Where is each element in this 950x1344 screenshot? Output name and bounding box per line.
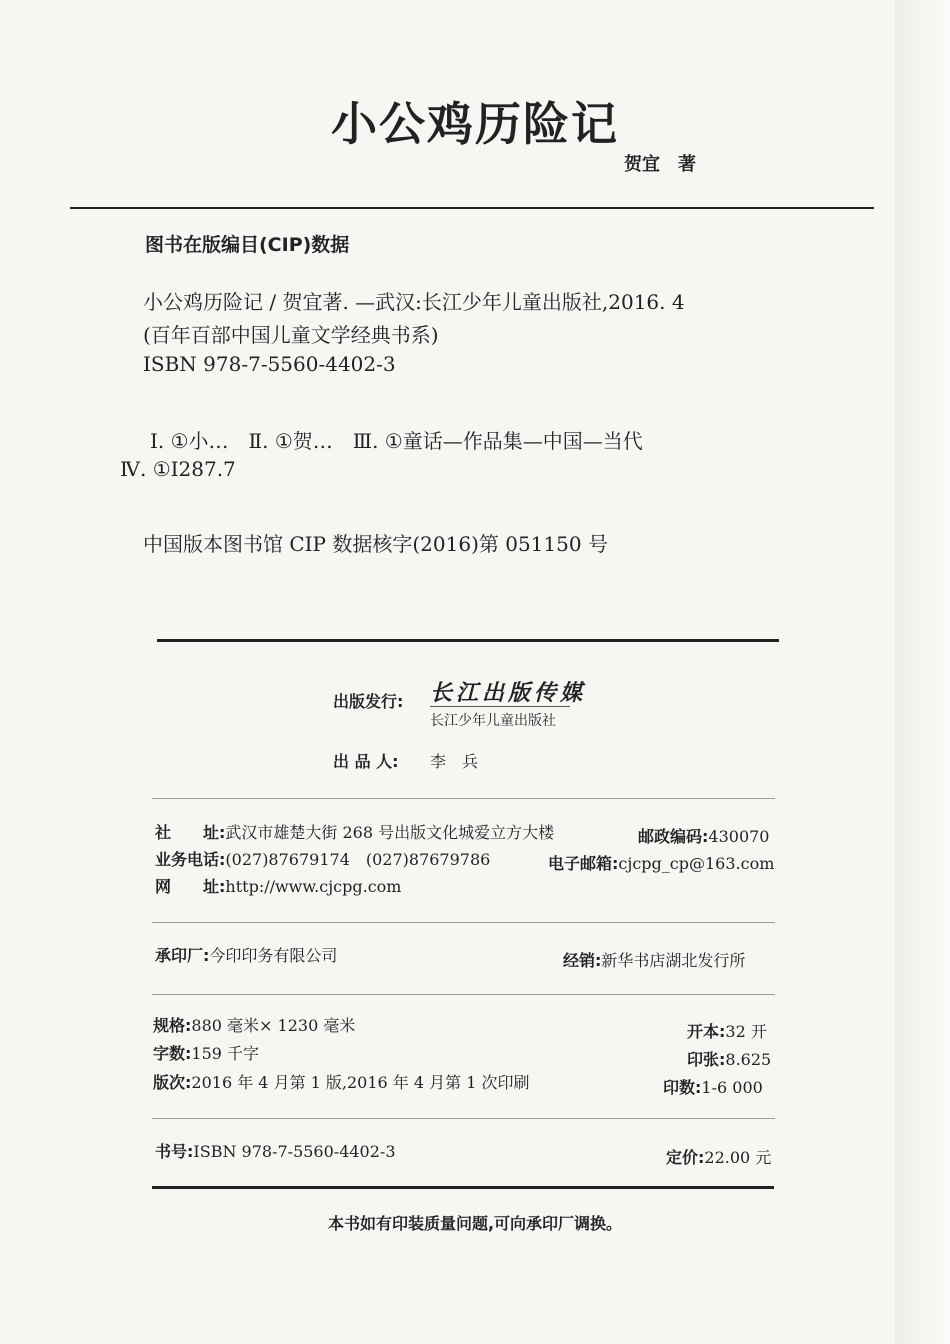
cip-line-title: 小公鸡历险记 / 贺宜著. —武汉:长江少年儿童出版社,2016. 4: [143, 290, 685, 314]
isbn-label: 书号:: [155, 1142, 194, 1161]
bottom-rule: [152, 1186, 774, 1189]
cip-line-series: (百年百部中国儿童文学经典书系): [143, 323, 439, 347]
price-value: 22.00 元: [704, 1148, 772, 1167]
website-value: http://www.cjcpg.com: [225, 877, 402, 896]
email-label: 电子邮箱:: [548, 854, 619, 873]
address-label: 社 址:: [155, 823, 226, 842]
producer-label: 出 品 人:: [333, 752, 399, 771]
edition-row: [153, 1070, 530, 1093]
cip-line-isbn: ISBN 978-7-5560-4402-3: [143, 352, 396, 376]
top-rule: [70, 207, 874, 209]
book-size-value: 32 开: [725, 1022, 767, 1041]
sheets-label: 印张:: [687, 1050, 726, 1069]
phone-label: 业务电话:: [155, 850, 226, 869]
printer-value: 今印印务有限公司: [209, 946, 338, 965]
price-row: [666, 1145, 771, 1168]
format-row: [153, 1013, 355, 1036]
publisher-name: 长江少年儿童出版社: [430, 713, 556, 729]
format-value: 880 毫米× 1230 毫米: [191, 1016, 356, 1035]
brand-underline: [430, 706, 570, 707]
publisher-section-rule: [157, 639, 779, 642]
printer-row: [155, 943, 337, 966]
word-count-row: [153, 1041, 259, 1064]
distributor-row: [563, 948, 745, 971]
word-count-label: 字数:: [153, 1044, 192, 1063]
cip-line-classification: Ⅰ. ①小… Ⅱ. ①贺… Ⅲ. ①童话—作品集—中国—当代: [150, 429, 643, 453]
print-run-value: 1-6 000: [701, 1078, 763, 1097]
cip-line-record-number: 中国版本图书馆 CIP 数据核字(2016)第 051150 号: [143, 532, 608, 556]
book-author: 贺宜 著: [624, 154, 696, 175]
postcode-label: 邮政编码:: [638, 827, 709, 846]
distributor-label: 经销:: [563, 951, 602, 970]
email-row: [548, 851, 774, 874]
cip-heading: 图书在版编目(CIP)数据: [145, 234, 350, 256]
publisher-brand-logo: 长江出版传媒: [430, 680, 587, 706]
address-value: 武汉市雄楚大街 268 号出版文化城爱立方大楼: [225, 823, 555, 842]
address-row: [155, 820, 554, 843]
word-count-value: 159 千字: [191, 1044, 260, 1063]
postcode-value: 430070: [708, 827, 770, 846]
postcode-row: [638, 824, 769, 847]
print-run-row: [663, 1075, 763, 1098]
page-edge-shadow: [895, 0, 950, 1344]
divider: [152, 1118, 775, 1119]
website-label: 网 址:: [155, 877, 226, 896]
book-size-row: [687, 1019, 767, 1042]
sheets-row: [687, 1047, 771, 1070]
divider: [152, 798, 775, 799]
producer-name: 李 兵: [430, 752, 479, 771]
price-label: 定价:: [666, 1148, 705, 1167]
printer-label: 承印厂:: [155, 946, 210, 965]
sheets-value: 8.625: [725, 1050, 772, 1069]
print-run-label: 印数:: [663, 1078, 702, 1097]
edition-value: 2016 年 4 月第 1 版,2016 年 4 月第 1 次印刷: [191, 1073, 530, 1092]
isbn-row: [155, 1139, 396, 1162]
website-row: [155, 874, 401, 897]
book-title: 小公鸡历险记: [331, 97, 619, 151]
publisher-label: 出版发行:: [333, 692, 404, 711]
email-value: cjcpg_cp@163.com: [618, 854, 775, 873]
divider: [152, 994, 775, 995]
edition-label: 版次:: [153, 1073, 192, 1092]
book-size-label: 开本:: [687, 1022, 726, 1041]
format-label: 规格:: [153, 1016, 192, 1035]
phone-row: [155, 847, 490, 870]
distributor-value: 新华书店湖北发行所: [601, 951, 746, 970]
isbn-value: ISBN 978-7-5560-4402-3: [193, 1142, 396, 1161]
phone-value: (027)87679174 (027)87679786: [225, 850, 491, 869]
quality-notice: 本书如有印装质量问题,可向承印厂调换。: [327, 1214, 623, 1233]
divider: [152, 922, 775, 923]
cip-line-classification-number: Ⅳ. ①I287.7: [120, 457, 236, 481]
